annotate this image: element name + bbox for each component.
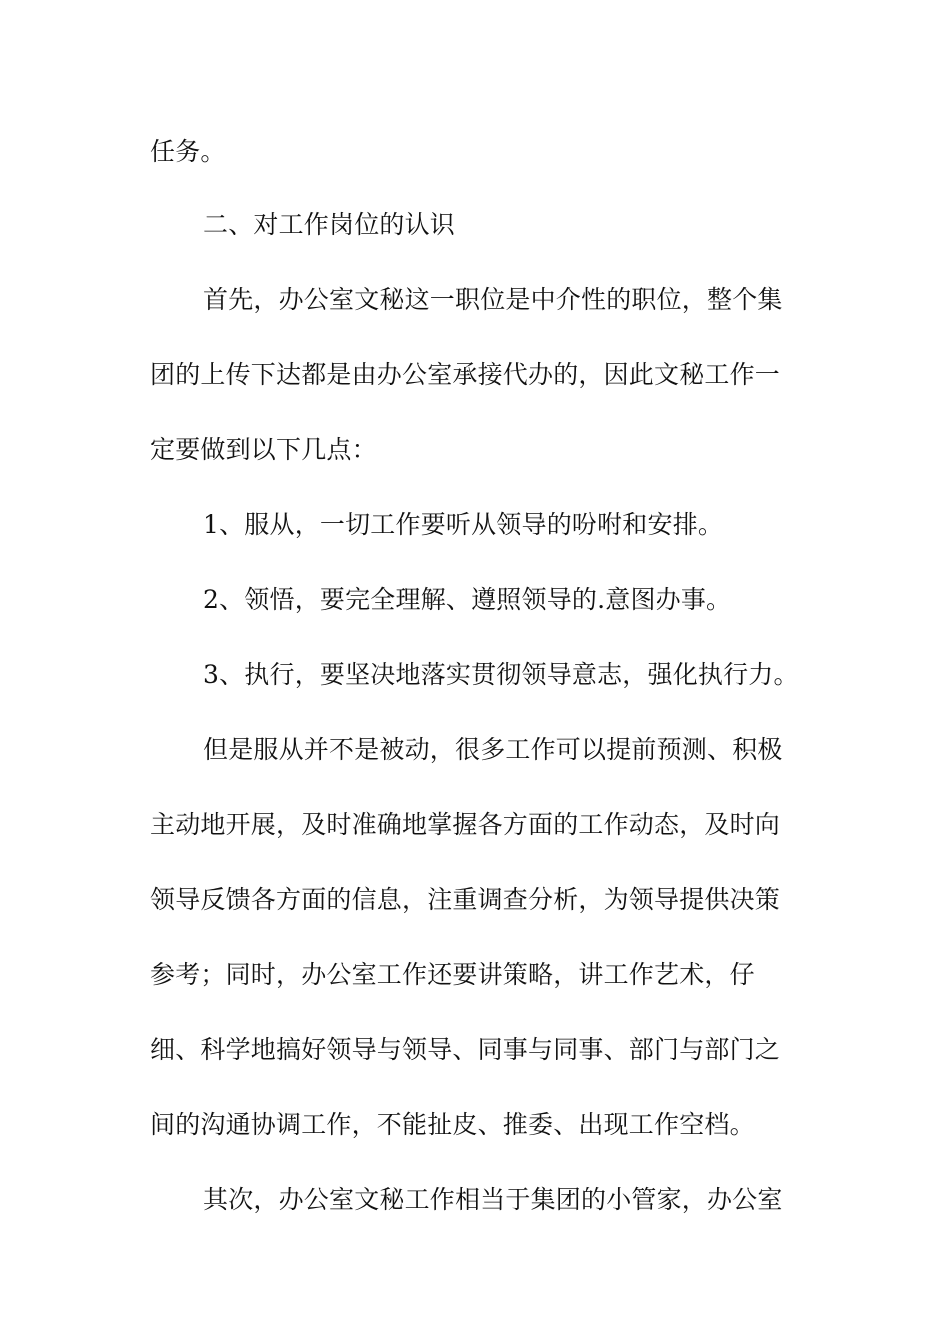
paragraph-line: 细、科学地搞好领导与领导、同事与同事、部门与部门之 [150,1035,781,1064]
paragraph-line: 但是服从并不是被动，很多工作可以提前预测、积极 [203,735,783,764]
text-line: 任务。 [150,137,226,166]
paragraph-line: 参考；同时，办公室工作还要讲策略，讲工作艺术，仔 [150,960,755,989]
paragraph-line: 领导反馈各方面的信息，注重调查分析，为领导提供决策 [150,885,781,914]
paragraph-line: 间的沟通协调工作，不能扯皮、推委、出现工作空档。 [150,1110,755,1139]
paragraph-line: 其次，办公室文秘工作相当于集团的小管家，办公室 [203,1185,783,1214]
list-item: 3、执行，要坚决地落实贯彻领导意志，强化执行力。 [203,660,799,689]
paragraph-line: 团的上传下达都是由办公室承接代办的，因此文秘工作一 [150,360,781,389]
list-item: 2、领悟，要完全理解、遵照领导的.意图办事。 [203,585,732,614]
paragraph-line: 主动地开展，及时准确地掌握各方面的工作动态，及时向 [150,810,781,839]
paragraph-line: 首先，办公室文秘这一职位是中介性的职位，整个集 [203,285,783,314]
section-heading: 二、对工作岗位的认识 [203,210,456,239]
paragraph-line: 定要做到以下几点： [150,435,377,464]
list-item: 1、服从，一切工作要听从领导的吩咐和安排。 [203,510,724,539]
